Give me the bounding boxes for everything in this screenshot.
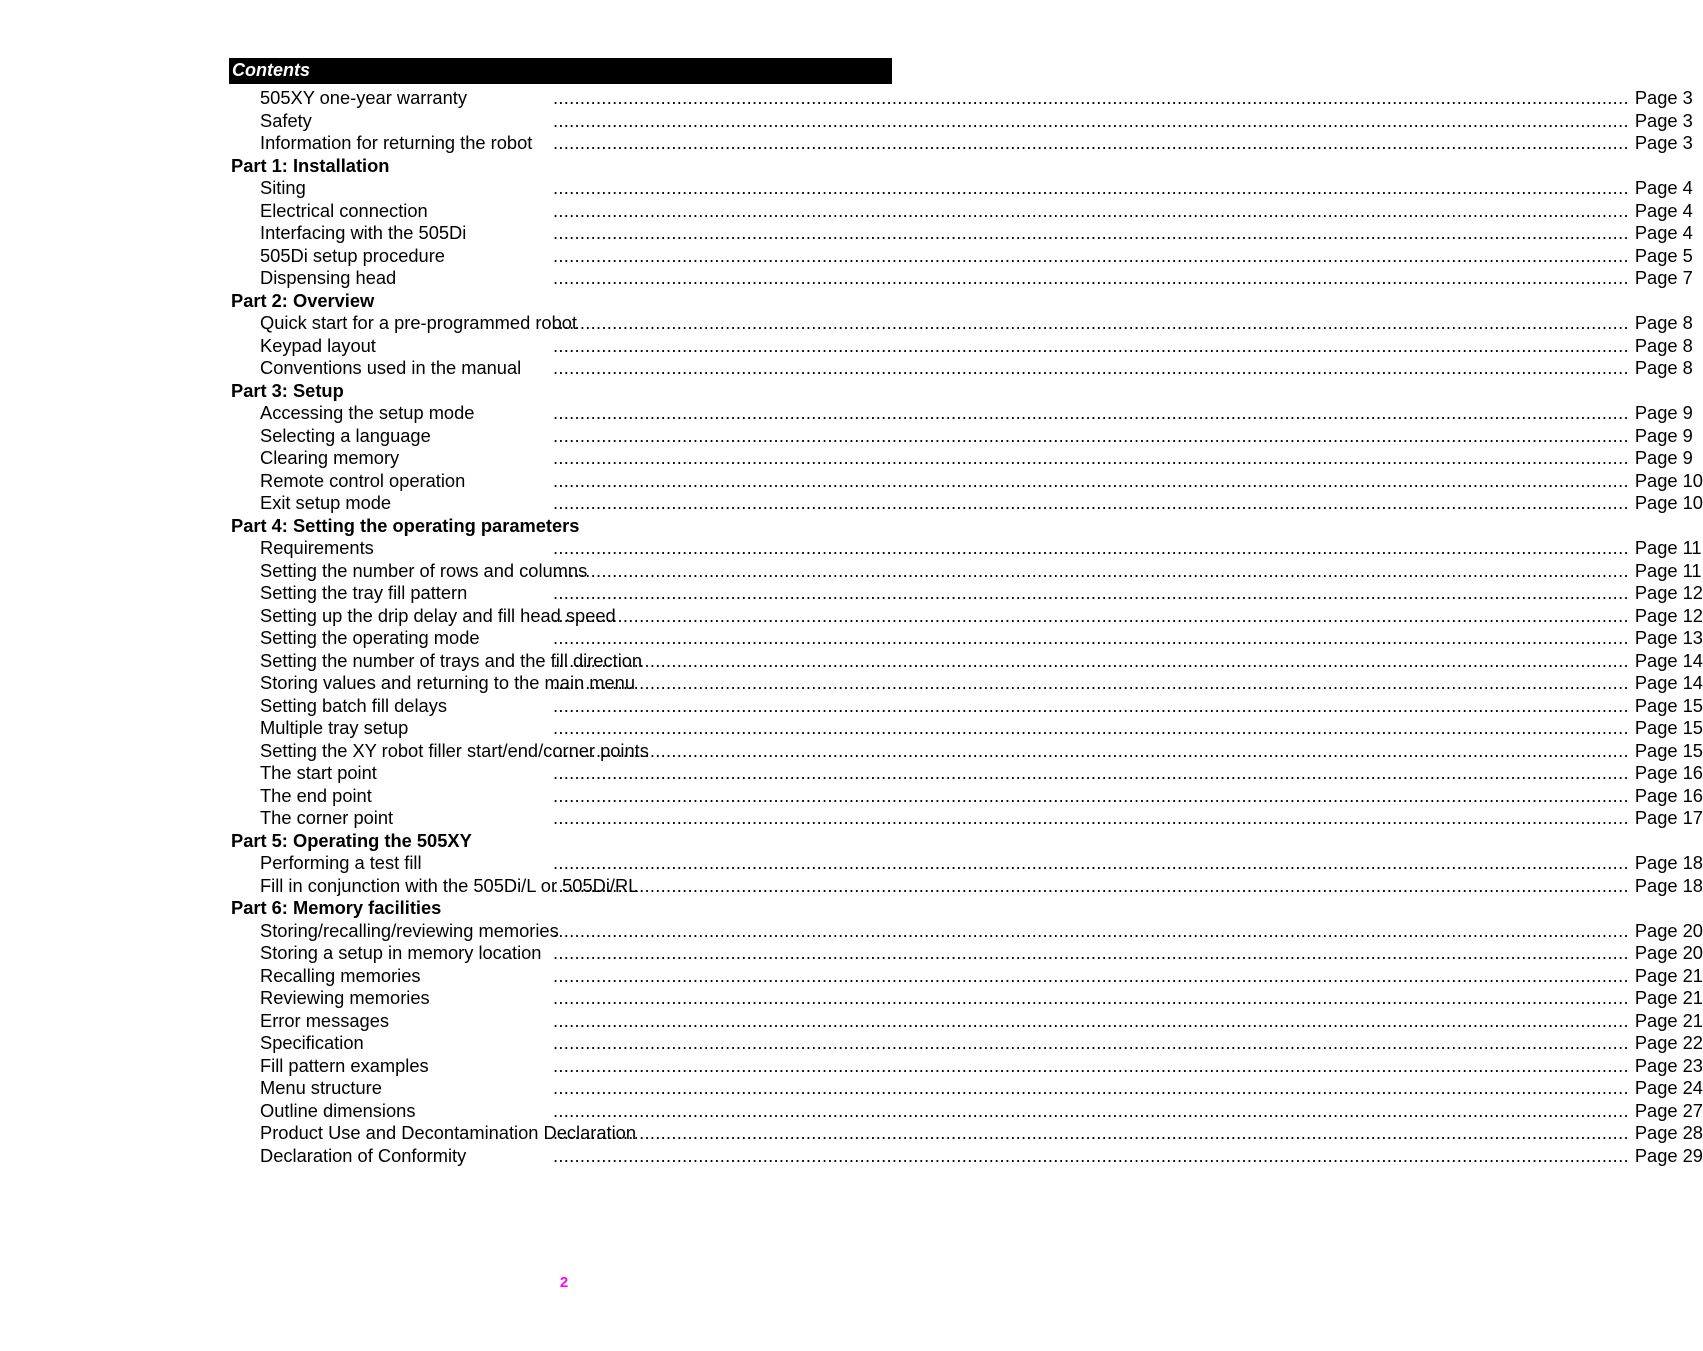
- toc-entry: [229, 672, 1703, 695]
- entry-title: Fill in conjunction with the 505Di/L or 505Di/RL: [260, 874, 639, 896]
- dot-leader: ........................................................................................................................................................................................................: [553, 739, 1629, 761]
- dot-leader: ........................................................................................................................................................................................................: [553, 199, 1629, 221]
- dot-leader: ........................................................................................................................................................................................................: [553, 852, 1629, 873]
- entry-page: Page 20: [1634, 919, 1703, 941]
- page-number: 2: [559, 1274, 569, 1291]
- entry-page: Page 21: [1634, 1009, 1703, 1031]
- entry-title: Storing/recalling/reviewing memories: [260, 919, 559, 941]
- toc-entry: [229, 717, 1703, 740]
- dot-leader: ........................................................................................................................................................................................................: [553, 784, 1629, 806]
- entry-page: Page 29: [1634, 1144, 1703, 1166]
- entry-page: Page 8: [1634, 357, 1693, 378]
- entry-page: Page 9: [1634, 447, 1693, 468]
- toc-part-heading: [229, 155, 898, 178]
- dot-leader: ........................................................................................................................................................................................................: [553, 672, 1629, 693]
- part-title: Part 3: Setup: [231, 379, 344, 401]
- dot-leader: ........................................................................................................................................................................................................: [553, 1077, 1629, 1098]
- entry-page: Page 16: [1634, 784, 1703, 806]
- contents-title: Contents: [232, 60, 310, 80]
- toc-entry: [229, 627, 1703, 650]
- toc-entry: [229, 267, 1693, 290]
- toc-entry: [229, 492, 1703, 515]
- entry-page: Page 15: [1634, 717, 1703, 738]
- toc-part-heading: [229, 290, 898, 313]
- toc-entry: [229, 199, 1693, 223]
- entry-title: Dispensing head: [260, 267, 397, 288]
- dot-leader: ........................................................................................................................................................................................................: [553, 402, 1629, 423]
- dot-leader: ........................................................................................................................................................................................................: [553, 964, 1629, 986]
- entry-title: 505XY one-year warranty: [260, 87, 467, 108]
- entry-page: Page 18: [1634, 852, 1703, 873]
- entry-page: Page 18: [1634, 874, 1703, 896]
- entry-page: Page 9: [1634, 424, 1693, 446]
- entry-page: Page 21: [1634, 964, 1703, 986]
- entry-page: Page 14: [1634, 672, 1703, 693]
- dot-leader: ........................................................................................................................................................................................................: [553, 987, 1629, 1008]
- dot-leader: ........................................................................................................................................................................................................: [553, 87, 1629, 108]
- dot-leader: ........................................................................................................................................................................................................: [553, 1144, 1629, 1166]
- dot-leader: ........................................................................................................................................................................................................: [553, 627, 1629, 648]
- entry-title: Setting batch fill delays: [260, 694, 447, 716]
- entry-page: Page 8: [1634, 334, 1693, 356]
- entry-page: Page 10: [1634, 492, 1703, 513]
- toc-entry: [229, 357, 1693, 380]
- entry-title: Keypad layout: [260, 334, 376, 356]
- toc-entry: [229, 334, 1693, 358]
- entry-page: Page 9: [1634, 402, 1693, 423]
- dot-leader: ........................................................................................................................................................................................................: [553, 177, 1629, 198]
- entry-title: Setting the operating mode: [260, 627, 480, 648]
- toc-entry: [229, 784, 1703, 808]
- entry-page: Page 3: [1634, 87, 1693, 108]
- dot-leader: ........................................................................................................................................................................................................: [553, 942, 1629, 963]
- entry-page: Page 22: [1634, 1032, 1703, 1053]
- toc-entry: [229, 987, 1703, 1010]
- entry-title: Fill pattern examples: [260, 1054, 429, 1076]
- entry-title: Storing a setup in memory location: [260, 942, 542, 963]
- entry-title: Multiple tray setup: [260, 717, 409, 738]
- toc-entry: [229, 447, 1693, 470]
- dot-leader: ........................................................................................................................................................................................................: [553, 132, 1629, 153]
- dot-leader: ........................................................................................................................................................................................................: [553, 267, 1629, 288]
- toc-entry: [229, 469, 1703, 493]
- entry-title: Remote control operation: [260, 469, 466, 491]
- entry-page: Page 17: [1634, 807, 1703, 828]
- entry-title: Setting the number of trays and the fill direction: [260, 649, 643, 671]
- entry-page: Page 20: [1634, 942, 1703, 963]
- dot-leader: ........................................................................................................................................................................................................: [553, 694, 1629, 716]
- toc-entry: [229, 132, 1693, 155]
- dot-leader: ........................................................................................................................................................................................................: [553, 1099, 1629, 1121]
- toc-entry: [229, 852, 1703, 875]
- entry-title: Information for returning the robot: [260, 132, 533, 153]
- part-title: Part 4: Setting the operating parameters: [231, 514, 580, 536]
- entry-title: The start point: [260, 762, 377, 783]
- entry-title: Selecting a language: [260, 424, 431, 446]
- entry-page: Page 3: [1634, 132, 1693, 153]
- entry-title: Menu structure: [260, 1077, 382, 1098]
- entry-page: Page 3: [1634, 109, 1693, 131]
- toc-entry: [229, 1009, 1703, 1033]
- entry-page: Page 4: [1634, 222, 1693, 243]
- part-title: Part 2: Overview: [231, 289, 375, 311]
- dot-leader: ........................................................................................................................................................................................................: [553, 604, 1629, 626]
- entry-title: The end point: [260, 784, 372, 806]
- toc-entry: [229, 604, 1703, 628]
- dot-leader: ........................................................................................................................................................................................................: [553, 492, 1629, 513]
- entry-title: Interfacing with the 505Di: [260, 222, 467, 243]
- entry-page: Page 11: [1634, 559, 1702, 581]
- entry-page: Page 16: [1634, 762, 1703, 783]
- toc-entry: [229, 1144, 1703, 1168]
- entry-title: Recalling memories: [260, 964, 421, 986]
- entry-title: Siting: [260, 177, 306, 198]
- entry-page: Page 11: [1634, 537, 1702, 558]
- entry-page: Page 15: [1634, 739, 1703, 761]
- toc-entry: [229, 919, 1703, 943]
- entry-page: Page 21: [1634, 987, 1703, 1008]
- dot-leader: ........................................................................................................................................................................................................: [553, 717, 1629, 738]
- dot-leader: ........................................................................................................................................................................................................: [553, 919, 1629, 941]
- toc-entry: [229, 312, 1693, 335]
- dot-leader: ........................................................................................................................................................................................................: [553, 559, 1629, 581]
- entry-title: 505Di setup procedure: [260, 244, 445, 266]
- toc-entry: [229, 807, 1703, 830]
- entry-title: Setting the number of rows and columns: [260, 559, 588, 581]
- dot-leader: ........................................................................................................................................................................................................: [553, 109, 1629, 131]
- toc-part-heading: [229, 515, 898, 538]
- entry-page: Page 4: [1634, 199, 1693, 221]
- toc-entry: [229, 109, 1693, 133]
- toc-entry: [229, 1032, 1703, 1055]
- dot-leader: ........................................................................................................................................................................................................: [553, 582, 1629, 603]
- entry-page: Page 27: [1634, 1099, 1703, 1121]
- toc-entry: [229, 649, 1703, 673]
- entry-title: Setting the tray fill pattern: [260, 582, 468, 603]
- toc-entry: [229, 1122, 1703, 1145]
- dot-leader: ........................................................................................................................................................................................................: [553, 1054, 1629, 1076]
- dot-leader: ........................................................................................................................................................................................................: [553, 334, 1629, 356]
- toc-entry: [229, 739, 1703, 763]
- entry-page: Page 10: [1634, 469, 1703, 491]
- dot-leader: ........................................................................................................................................................................................................: [553, 469, 1629, 491]
- part-title: Part 1: Installation: [231, 154, 390, 176]
- toc-entry: [229, 1054, 1703, 1078]
- dot-leader: ........................................................................................................................................................................................................: [553, 312, 1629, 333]
- entry-title: Setting up the drip delay and fill head speed: [260, 604, 616, 626]
- toc-entry: [229, 537, 1702, 560]
- entry-title: Reviewing memories: [260, 987, 430, 1008]
- toc-entry: [229, 244, 1693, 268]
- dot-leader: ........................................................................................................................................................................................................: [553, 649, 1629, 671]
- dot-leader: ........................................................................................................................................................................................................: [553, 1009, 1629, 1031]
- dot-leader: ........................................................................................................................................................................................................: [553, 424, 1629, 446]
- entry-page: Page 14: [1634, 649, 1703, 671]
- entry-title: Outline dimensions: [260, 1099, 416, 1121]
- entry-title: Electrical connection: [260, 199, 428, 221]
- entry-title: Clearing memory: [260, 447, 400, 468]
- entry-title: Storing values and returning to the main menu: [260, 672, 635, 693]
- entry-title: Product Use and Decontamination Declaration: [260, 1122, 636, 1143]
- dot-leader: ........................................................................................................................................................................................................: [553, 537, 1629, 558]
- dot-leader: ........................................................................................................................................................................................................: [553, 762, 1629, 783]
- entry-page: Page 15: [1634, 694, 1703, 716]
- entry-title: Declaration of Conformity: [260, 1144, 467, 1166]
- dot-leader: ........................................................................................................................................................................................................: [553, 447, 1629, 468]
- dot-leader: ........................................................................................................................................................................................................: [553, 1032, 1629, 1053]
- entry-title: Error messages: [260, 1009, 390, 1031]
- dot-leader: ........................................................................................................................................................................................................: [553, 357, 1629, 378]
- toc-entry: [229, 942, 1703, 965]
- toc-entry: [229, 1099, 1703, 1123]
- toc-entry: [229, 1077, 1703, 1100]
- entry-title: The corner point: [260, 807, 394, 828]
- entry-title: Safety: [260, 109, 312, 131]
- contents-header-bar: [229, 58, 892, 84]
- toc-entry: [229, 694, 1703, 718]
- part-title: Part 5: Operating the 505XY: [231, 829, 472, 851]
- dot-leader: ........................................................................................................................................................................................................: [553, 807, 1629, 828]
- dot-leader: ........................................................................................................................................................................................................: [553, 1122, 1629, 1143]
- entry-title: Requirements: [260, 537, 374, 558]
- entry-title: Accessing the setup mode: [260, 402, 475, 423]
- entry-title: Specification: [260, 1032, 364, 1053]
- entry-page: Page 24: [1634, 1077, 1703, 1098]
- toc-entry: [229, 424, 1693, 448]
- entry-page: Page 8: [1634, 312, 1693, 333]
- toc-part-heading: [229, 380, 898, 403]
- toc-part-heading: [229, 830, 898, 853]
- toc-entry: [229, 582, 1703, 605]
- toc-entry: [229, 177, 1693, 200]
- toc-entry: [229, 402, 1693, 425]
- entry-page: Page 13: [1634, 627, 1703, 648]
- toc-entry: [229, 964, 1703, 988]
- entry-page: Page 5: [1634, 244, 1693, 266]
- entry-title: Performing a test fill: [260, 852, 422, 873]
- entry-page: Page 28: [1634, 1122, 1703, 1143]
- toc-entry: [229, 87, 1693, 110]
- table-of-contents: [229, 87, 1703, 1167]
- entry-page: Page 12: [1634, 604, 1703, 626]
- dot-leader: ........................................................................................................................................................................................................: [553, 222, 1629, 243]
- toc-part-heading: [229, 897, 898, 920]
- entry-title: Exit setup mode: [260, 492, 392, 513]
- toc-entry: [229, 222, 1693, 245]
- toc-entry: [229, 874, 1703, 898]
- dot-leader: ........................................................................................................................................................................................................: [553, 874, 1629, 896]
- toc-entry: [229, 762, 1703, 785]
- part-title: Part 6: Memory facilities: [231, 897, 442, 918]
- entry-title: Conventions used in the manual: [260, 357, 522, 378]
- entry-page: Page 7: [1634, 267, 1693, 288]
- entry-page: Page 4: [1634, 177, 1693, 198]
- entry-title: Quick start for a pre-programmed robot: [260, 312, 577, 333]
- entry-page: Page 23: [1634, 1054, 1703, 1076]
- toc-entry: [229, 559, 1702, 583]
- entry-title: Setting the XY robot filler start/end/corner points: [260, 739, 649, 761]
- entry-page: Page 12: [1634, 582, 1703, 603]
- dot-leader: ........................................................................................................................................................................................................: [553, 244, 1629, 266]
